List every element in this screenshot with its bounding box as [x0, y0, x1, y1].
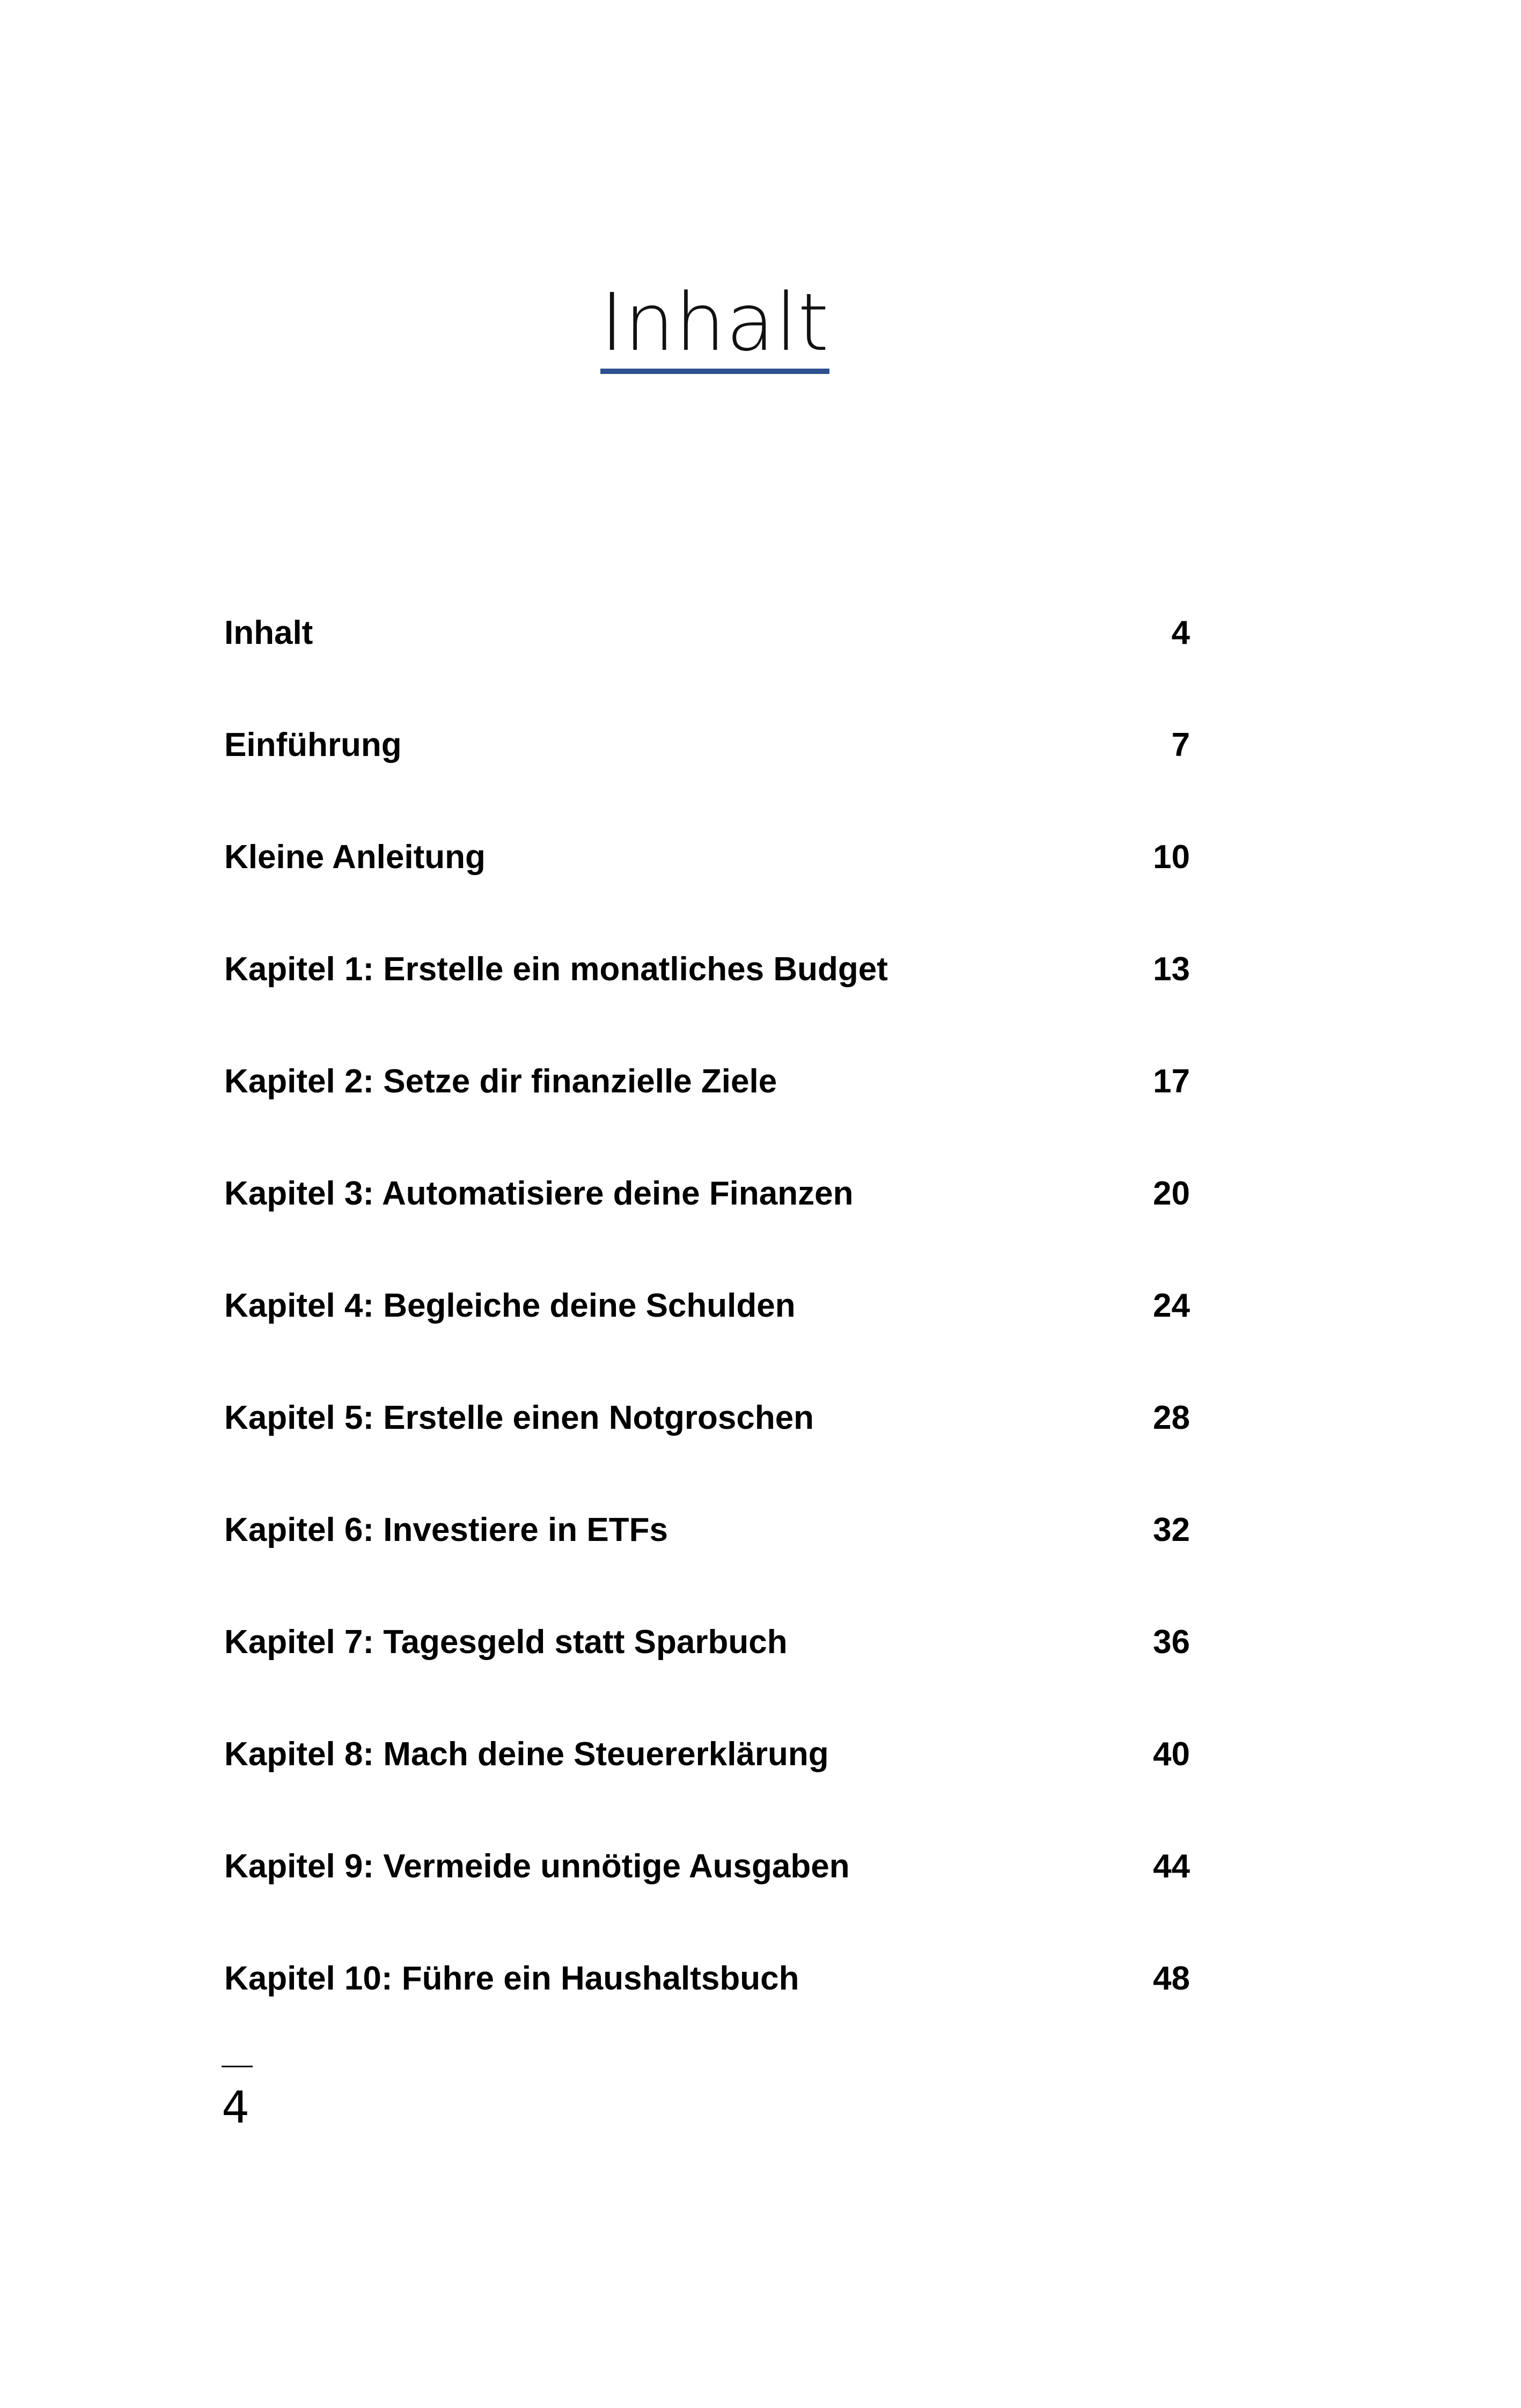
toc-entry[interactable] — [224, 1386, 1190, 1498]
footer-divider — [222, 2066, 253, 2067]
toc-entry[interactable] — [224, 1722, 1190, 1834]
toc-entry-label: Kapitel 8: Mach deine Steuererklärung — [224, 1736, 829, 1773]
toc-entry[interactable] — [224, 1162, 1190, 1274]
toc-entry-label: Kapitel 5: Erstelle einen Notgroschen — [224, 1399, 814, 1436]
toc-entry-label: Kapitel 4: Begleiche deine Schulden — [224, 1287, 796, 1324]
toc-entry-page: 17 — [1153, 1063, 1190, 1100]
table-of-contents — [224, 601, 1190, 2059]
toc-entry-page: 13 — [1153, 951, 1190, 988]
toc-entry-page: 24 — [1153, 1287, 1190, 1324]
toc-entry-page: 48 — [1153, 1960, 1190, 1997]
toc-entry-label: Kapitel 7: Tagesgeld statt Sparbuch — [224, 1624, 788, 1661]
toc-entry[interactable] — [224, 825, 1190, 937]
toc-entry[interactable] — [224, 937, 1190, 1049]
toc-entry-page: 7 — [1171, 726, 1190, 763]
toc-entry-label: Kapitel 9: Vermeide unnötige Ausgaben — [224, 1848, 850, 1885]
toc-entry-label: Inhalt — [224, 614, 313, 651]
page-number: 4 — [222, 2082, 250, 2133]
toc-entry-label: Kapitel 2: Setze dir finanzielle Ziele — [224, 1063, 777, 1100]
toc-entry[interactable] — [224, 1610, 1190, 1722]
toc-entry-page: 4 — [1171, 614, 1190, 651]
toc-entry[interactable] — [224, 713, 1190, 825]
toc-entry-label: Kapitel 1: Erstelle ein monatliches Budget — [224, 951, 888, 988]
toc-entry-label: Einführung — [224, 726, 402, 763]
toc-entry-label: Kapitel 10: Führe ein Haushaltsbuch — [224, 1960, 799, 1997]
toc-entry[interactable] — [224, 1049, 1190, 1162]
toc-entry[interactable] — [224, 1274, 1190, 1386]
toc-entry-label: Kapitel 3: Automatisiere deine Finanzen — [224, 1175, 854, 1212]
toc-entry[interactable] — [224, 1947, 1190, 2059]
toc-entry[interactable] — [224, 601, 1190, 713]
toc-entry-page: 32 — [1153, 1511, 1190, 1548]
title-container — [0, 276, 1521, 374]
toc-entry-page: 10 — [1153, 839, 1190, 876]
toc-entry-page: 28 — [1153, 1399, 1190, 1436]
toc-entry-label: Kapitel 6: Investiere in ETFs — [224, 1511, 668, 1548]
toc-entry[interactable] — [224, 1834, 1190, 1947]
toc-entry-page: 40 — [1153, 1736, 1190, 1773]
toc-entry-label: Kleine Anleitung — [224, 839, 486, 876]
toc-entry-page: 20 — [1153, 1175, 1190, 1212]
toc-entry-page: 44 — [1153, 1848, 1190, 1885]
page-title: Inhalt — [600, 279, 829, 374]
toc-entry-page: 36 — [1153, 1624, 1190, 1661]
toc-entry[interactable] — [224, 1498, 1190, 1610]
